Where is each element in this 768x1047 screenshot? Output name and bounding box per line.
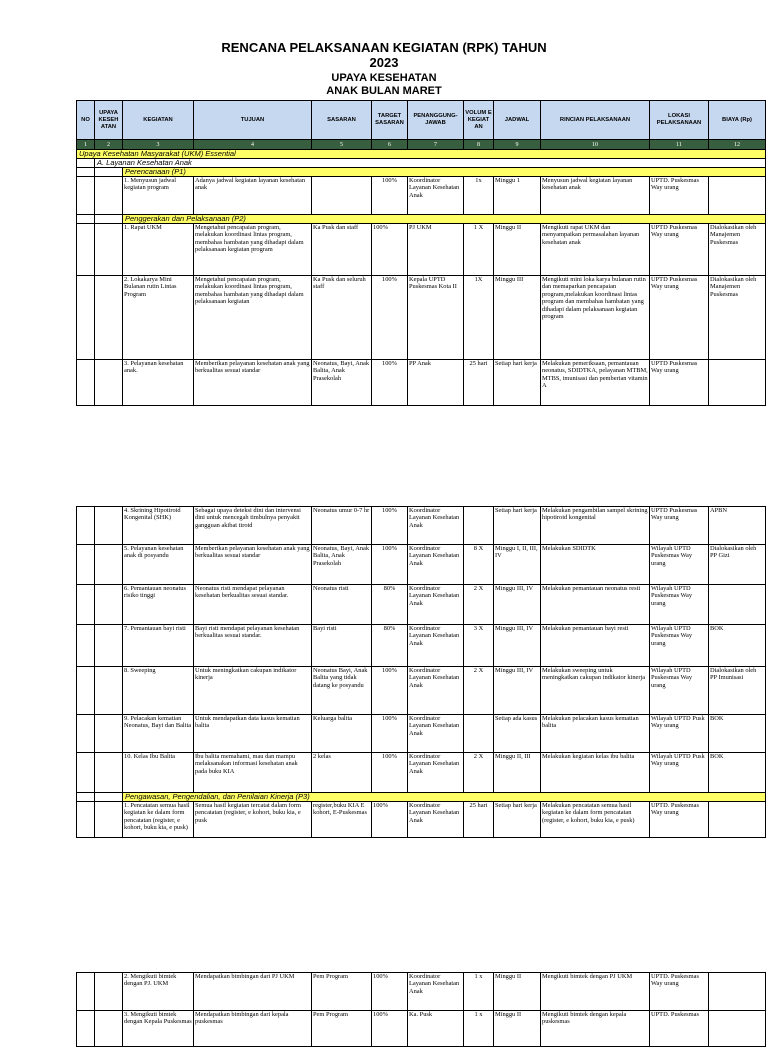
cell-volume: 2 X — [464, 667, 494, 715]
col-num: 7 — [408, 140, 464, 150]
section-label-p3: Pengawasan, Pengendalian, dan Penilaian Kinerja (P3) — [123, 793, 766, 802]
cell-biaya: Dialokasikan oleh PP Gizi — [709, 545, 766, 585]
cell-target: 100% — [372, 224, 408, 276]
cell-tujuan: Mengetahui pencapaian program, melakukan koordinasi lintas program, membahas hambatan yang dihadapi dalam pelaksanaan kegiatan program — [194, 224, 312, 276]
cell-sasaran: Neonatus, Bayi, Anak Balita, Anak Prasekolah — [312, 360, 372, 406]
cell-lokasi: UPTD Puskesmas Way urang — [650, 360, 709, 406]
cell-jadwal: Minggu III, IV — [494, 585, 541, 625]
cell-pj: Koordinator Layanan Kesehatan Anak — [408, 545, 464, 585]
cell-pj: Koordinator Layanan Kesehatan Anak — [408, 507, 464, 545]
cell-biaya: BOK — [709, 625, 766, 667]
col-num: 8 — [464, 140, 494, 150]
table-row — [77, 973, 766, 1011]
section-row-ukm — [77, 150, 766, 159]
cell-volume — [464, 715, 494, 753]
cell-pj: Ka. Pusk — [408, 1011, 464, 1047]
cell-volume: 2 X — [464, 585, 494, 625]
cell-target: 100% — [372, 276, 408, 360]
cell-jadwal: Minggu II — [494, 224, 541, 276]
header-lokasi: LOKASI PELAKSANAAN — [650, 101, 709, 140]
cell-target: 80% — [372, 625, 408, 667]
table-row — [77, 545, 766, 585]
cell-target: 100% — [372, 1011, 408, 1047]
cell-tujuan: Ibu balita memahami, mau dan mampu melaksanakan informasi kesehatan anak pada buku KIA — [194, 753, 312, 793]
col-num: 10 — [541, 140, 650, 150]
cell-pj: Koordinator Layanan Kesehatan Anak — [408, 625, 464, 667]
cell-tujuan: Bayi risti mendapat pelayanan kesehatan berkualitas sesuai standar. — [194, 625, 312, 667]
cell-tujuan: Untuk meningkatkan cakupan indikator kinerja — [194, 667, 312, 715]
column-number-row — [77, 140, 766, 150]
section-row-p3 — [77, 793, 766, 802]
cell-tujuan: Memberikan pelayanan kesehatan anak yang berkualitas sesuai standar — [194, 545, 312, 585]
cell-volume: 1 X — [464, 224, 494, 276]
cell-pj: Koordinator Layanan Kesehatan Anak — [408, 667, 464, 715]
cell-rincian: Melakukan sweeping untuk meningkatkan cakupan indikator kinerja — [541, 667, 650, 715]
title-line-1: RENCANA PELAKSANAAN KEGIATAN (RPK) TAHUN — [221, 40, 547, 55]
cell-pj: Koordinator Layanan Kesehatan Anak — [408, 177, 464, 215]
cell-biaya — [709, 1011, 766, 1047]
col-num: 3 — [123, 140, 194, 150]
cell-jadwal: Setiap hari kerja — [494, 802, 541, 838]
cell-lokasi: Wilayah UPTD Puskesmas Way urang — [650, 585, 709, 625]
col-num: 5 — [312, 140, 372, 150]
cell-rincian: Mengikuti bimtek dengan kepala puskesmas — [541, 1011, 650, 1047]
header-no: NO — [77, 101, 95, 140]
title-line-4: ANAK BULAN MARET — [326, 85, 442, 97]
cell-sasaran: 2 kelas — [312, 753, 372, 793]
cell-kegiatan: 6. Pemantauan neonatus risiko tinggi — [123, 585, 194, 625]
cell-rincian: Melakukan pelacakan kasus kematian balita — [541, 715, 650, 753]
header-jadwal: JADWAL — [494, 101, 541, 140]
cell-target: 100% — [372, 177, 408, 215]
cell-target: 100% — [372, 360, 408, 406]
cell-target: 100% — [372, 715, 408, 753]
cell-biaya — [709, 585, 766, 625]
cell-biaya: BOK — [709, 753, 766, 793]
cell-biaya: BOK — [709, 715, 766, 753]
cell-kegiatan: 1. Pencatatan semua hasil kegiatan ke dalam form pencatatan (register, e kohort, buku kia, e pusk) — [123, 802, 194, 838]
title-line-3: UPAYA KESEHATAN — [331, 72, 437, 84]
cell-kegiatan: 1. Menyusun jadwal kegiatan program — [123, 177, 194, 215]
cell-tujuan: Mendapatkan bimbingan dari PJ UKM — [194, 973, 312, 1011]
cell-kegiatan: 4. Skrining Hipotiroid Kongenital (SHK) — [123, 507, 194, 545]
cell-lokasi: UPTD. Puskesmas Way urang — [650, 973, 709, 1011]
table-row — [77, 802, 766, 838]
cell-volume: 1x — [464, 177, 494, 215]
cell-lokasi: UPTD Puskesmas Way urang — [650, 224, 709, 276]
cell-volume: 2 X — [464, 753, 494, 793]
title-line-2: 2023 — [369, 55, 399, 70]
cell-jadwal: Minggu II — [494, 1011, 541, 1047]
col-num: 1 — [77, 140, 95, 150]
cell-target: 100% — [372, 667, 408, 715]
cell-rincian: Mengikuti rapat UKM dan menyampaikan permasalahan layanan kesehatan anak — [541, 224, 650, 276]
table-row — [77, 667, 766, 715]
cell-rincian: Melakukan pengambilan sampel skrining hipotiroid kongenital — [541, 507, 650, 545]
col-num: 6 — [372, 140, 408, 150]
cell-jadwal: Minggu II — [494, 973, 541, 1011]
cell-pj: PJ UKM — [408, 224, 464, 276]
table-row — [77, 276, 766, 360]
cell-volume: 3 X — [464, 625, 494, 667]
cell-jadwal: Minggu 1 — [494, 177, 541, 215]
header-tujuan: TUJUAN — [194, 101, 312, 140]
cell-biaya — [709, 973, 766, 1011]
cell-lokasi: Wilayah UPTD Puskesmas Way urang — [650, 625, 709, 667]
cell-target: 100% — [372, 753, 408, 793]
header-rincian: RINCIAN PELAKSANAAN — [541, 101, 650, 140]
cell-target: 100% — [372, 507, 408, 545]
cell-pj: Koordinator Layanan Kesehatan Anak — [408, 802, 464, 838]
cell-sasaran: Neonatus umur 0-7 hr — [312, 507, 372, 545]
cell-rincian: Mengikuti bimtek dengan PJ UKM — [541, 973, 650, 1011]
cell-rincian: Menyusun jadwal kegiatan layanan kesehatan anak — [541, 177, 650, 215]
cell-lokasi: UPTD. Puskesmas Way urang — [650, 177, 709, 215]
cell-sasaran: Pem Program — [312, 973, 372, 1011]
header-biaya: BIAYA (Rp) — [709, 101, 766, 140]
table-row — [77, 507, 766, 545]
cell-tujuan: Memberikan pelayanan kesehatan anak yang berkualitas sesuai standar — [194, 360, 312, 406]
cell-target: 80% — [372, 585, 408, 625]
cell-target: 100% — [372, 545, 408, 585]
section-label-ukm: Upaya Kesehatan Masyarakat (UKM) Essential — [77, 150, 766, 159]
cell-sasaran: Neonatus Bayi, Anak Balita yang tidak datang ke posyandu — [312, 667, 372, 715]
cell-biaya: Dialokasikan oleh PP Imunisasi — [709, 667, 766, 715]
document-title-block — [0, 40, 768, 97]
cell-jadwal: Setiap hari kerja — [494, 360, 541, 406]
cell-rincian: Melakukan kegiatan kelas ibu balita — [541, 753, 650, 793]
table-row — [77, 715, 766, 753]
section-row-p2 — [77, 215, 766, 224]
section-label-p1: Perencanaan (P1) — [123, 168, 766, 177]
cell-rincian: Melakukan pencatatan semua hasil kegiatan ke dalam form pencatatan (register, e kohort, buku kia, e pusk) — [541, 802, 650, 838]
section-row-p1 — [77, 168, 766, 177]
cell-pj: Kepala UPTD Puskesmas Kota II — [408, 276, 464, 360]
cell-kegiatan: 1. Rapat UKM — [123, 224, 194, 276]
table-header-row — [77, 101, 766, 140]
cell-biaya: APBN — [709, 507, 766, 545]
table-row — [77, 625, 766, 667]
header-volume: VOLUM E KEGIAT AN — [464, 101, 494, 140]
rpk-table-page-1 — [76, 100, 766, 406]
cell-lokasi: UPTD Puskesmas Way urang — [650, 276, 709, 360]
cell-pj: Koordinator Layanan Kesehatan Anak — [408, 973, 464, 1011]
cell-rincian: Melakukan pemeriksaan, pemantauan neonatus, SDIDTKA, pelayanan MTBM, MTBS, imunisasi dan pemberian vitamin A — [541, 360, 650, 406]
cell-tujuan: Mendapatkan bimbingan dari kepala puskesmas — [194, 1011, 312, 1047]
cell-sasaran: register,buku KIA E kohort, E-Puskesmas — [312, 802, 372, 838]
cell-pj: Koordinator Layanan Kesehatan Anak — [408, 753, 464, 793]
cell-tujuan: Untuk mendapatkan data kasus kematian balita — [194, 715, 312, 753]
cell-volume: 25 hari — [464, 360, 494, 406]
cell-biaya — [709, 360, 766, 406]
cell-kegiatan: 5. Pelayanan kesehatan anak di posyandu — [123, 545, 194, 585]
cell-lokasi: UPTD. Puskesmas — [650, 1011, 709, 1047]
cell-jadwal: Setiap ada kasus — [494, 715, 541, 753]
cell-target: 100% — [372, 802, 408, 838]
header-target: TARGET SASARAN — [372, 101, 408, 140]
cell-volume: 8 X — [464, 545, 494, 585]
table-row — [77, 177, 766, 215]
col-num: 11 — [650, 140, 709, 150]
cell-pj: Koordinator Layanan Kesehatan Anak — [408, 715, 464, 753]
cell-kegiatan: 2. Mengikuti bimtek dengan PJ. UKM — [123, 973, 194, 1011]
cell-rincian: Melakukan pemantauan neonatus resti — [541, 585, 650, 625]
cell-sasaran: Keluarga balita — [312, 715, 372, 753]
cell-jadwal: Minggu III — [494, 276, 541, 360]
cell-tujuan: Adanya jadwal kegiatan layanan kesehatan anak — [194, 177, 312, 215]
cell-tujuan: Sebagai upaya deteksi dini dan intervensi dini untuk mencegah timbulnya penyakit gangguan akibat tiroid — [194, 507, 312, 545]
cell-rincian: Mengikuti mini loka karya bulanan rutin dan memaparkan pencapaian program,melakukan koordinasi lintas program dan membahas hambatan yang dihadapi dalam pelaksanaan kegiatan program — [541, 276, 650, 360]
rpk-table-page-3 — [76, 972, 766, 1047]
col-num: 12 — [709, 140, 766, 150]
cell-kegiatan: 10. Kelas Ibu Balita — [123, 753, 194, 793]
cell-volume: 1 x — [464, 973, 494, 1011]
cell-volume: 1 x — [464, 1011, 494, 1047]
cell-lokasi: Wilayah UPTD Puskesmas Way urang — [650, 667, 709, 715]
cell-lokasi: Wilayah UPTD Pusk Way urang — [650, 715, 709, 753]
col-num: 2 — [95, 140, 123, 150]
table-row — [77, 224, 766, 276]
cell-sasaran: Ka Pusk dan seluruh staff — [312, 276, 372, 360]
cell-jadwal: Setiap hari kerja — [494, 507, 541, 545]
cell-jadwal: Minggu III, IV — [494, 625, 541, 667]
section-label-layanan: A. Layanan Kesehatan Anak — [95, 159, 766, 168]
cell-volume: 25 hari — [464, 802, 494, 838]
section-row-layanan — [77, 159, 766, 168]
header-penanggung-jawab: PENANGGUNG-JAWAB — [408, 101, 464, 140]
cell-biaya — [709, 177, 766, 215]
table-row — [77, 585, 766, 625]
section-label-p2: Penggerakan dan Pelaksanaan (P2) — [123, 215, 766, 224]
cell-jadwal: Minggu I, II, III, IV — [494, 545, 541, 585]
header-kegiatan: KEGIATAN — [123, 101, 194, 140]
header-upaya: UPAYA KESEH ATAN — [95, 101, 123, 140]
table-row — [77, 1011, 766, 1047]
cell-biaya — [709, 802, 766, 838]
cell-lokasi: Wilayah UPTD Puskesmas Way urang — [650, 545, 709, 585]
cell-biaya: Dialokasikan oleh Manajemen Puskesmas — [709, 224, 766, 276]
cell-tujuan: Mengetahui pencapaian program, melakukan koordinasi lintas program, membahas hambatan yang dihadapi dalam pelaksanaan kegiatan — [194, 276, 312, 360]
cell-sasaran: Bayi risti — [312, 625, 372, 667]
col-num: 9 — [494, 140, 541, 150]
rpk-table-page-2 — [76, 506, 766, 838]
cell-tujuan: Neonatus risti mendapat pelayanan kesehatan berkualitas sesuai standar. — [194, 585, 312, 625]
cell-jadwal: Minggu III, IV — [494, 667, 541, 715]
cell-sasaran — [312, 177, 372, 215]
cell-kegiatan: 7. Pemantauan bayi risti — [123, 625, 194, 667]
cell-lokasi: UPTD. Puskesmas Way urang — [650, 802, 709, 838]
table-row — [77, 360, 766, 406]
cell-lokasi: UPTD Puskesmas Way urang — [650, 507, 709, 545]
cell-sasaran: Neonatus risti — [312, 585, 372, 625]
cell-pj: Koordinator Layanan Kesehatan Anak — [408, 585, 464, 625]
cell-sasaran: Ka Pusk dan staff — [312, 224, 372, 276]
cell-tujuan: Semua hasil kegiatan tercatat dalam form pencatatan (register, e kohort, buku kia, e pusk — [194, 802, 312, 838]
cell-sasaran: Neonatus, Bayi, Anak Balita, Anak Prasekolah — [312, 545, 372, 585]
cell-volume — [464, 507, 494, 545]
cell-sasaran: Pem Program — [312, 1011, 372, 1047]
cell-volume: 1X — [464, 276, 494, 360]
cell-kegiatan: 3. Mengikuti bimtek dengan Kepala Puskesmas — [123, 1011, 194, 1047]
cell-lokasi: Wilayah UPTD Pusk Way urang — [650, 753, 709, 793]
cell-rincian: Melakukan pemantauan bayi resti — [541, 625, 650, 667]
cell-kegiatan: 3. Pelayanan kesehatan anak. — [123, 360, 194, 406]
cell-kegiatan: 2. Lokakarya Mini Bulanan rutin Lintas Program — [123, 276, 194, 360]
cell-pj: PP Anak — [408, 360, 464, 406]
cell-jadwal: Minggu II, III — [494, 753, 541, 793]
cell-rincian: Melakukan SDIDTK — [541, 545, 650, 585]
cell-biaya: Dialokasikan oleh Manajemen Puskesmas — [709, 276, 766, 360]
cell-target: 100% — [372, 973, 408, 1011]
cell-kegiatan: 8. Sweeping — [123, 667, 194, 715]
table-row — [77, 753, 766, 793]
cell-kegiatan: 9. Pelacakan kematian Neonatus, Bayi dan Balita — [123, 715, 194, 753]
col-num: 4 — [194, 140, 312, 150]
header-sasaran: SASARAN — [312, 101, 372, 140]
